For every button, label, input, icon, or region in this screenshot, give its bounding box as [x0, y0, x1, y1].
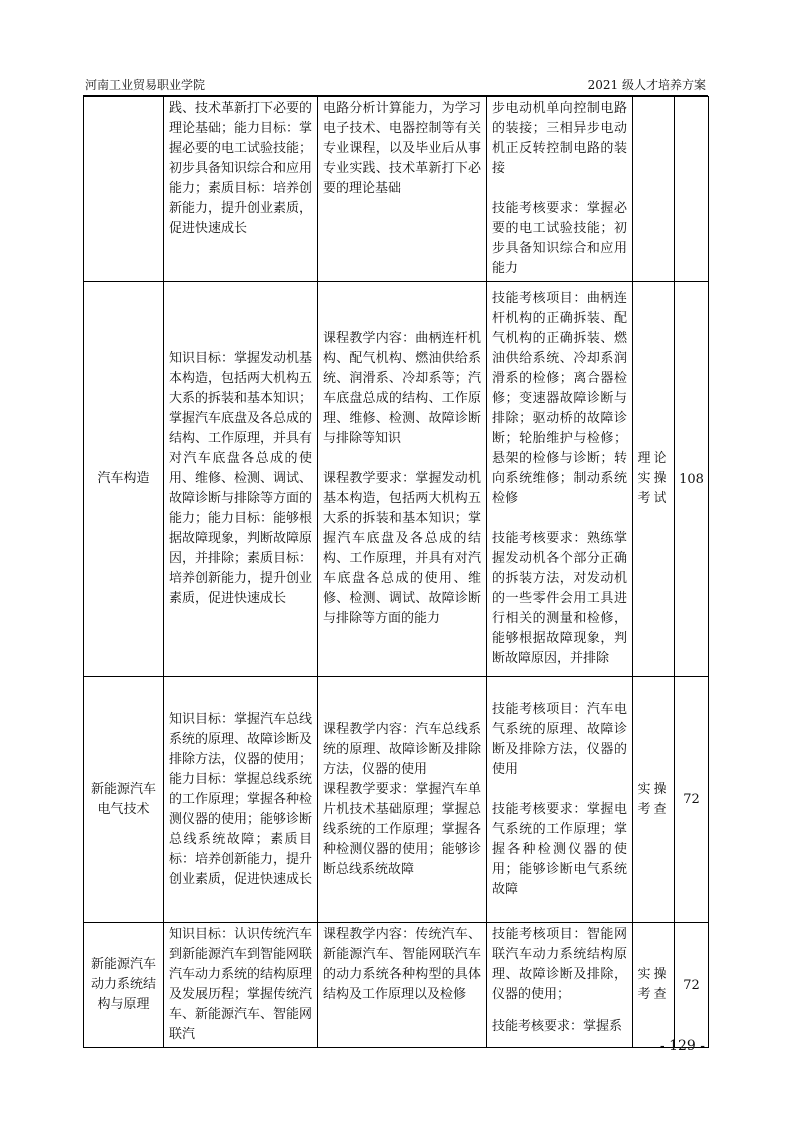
content-paragraph: 课程教学内容：曲柄连杆机构、配气机构、燃油供给系统、润滑系、冷却系等；汽车底盘总成的结构、工作原理、维修、检测、故障诊断与排除等知识 — [323, 331, 481, 446]
content-cell — [318, 97, 487, 282]
course-name-cell — [84, 97, 164, 282]
content-paragraph: 课程教学内容：汽车总线系统的原理、故障诊断及排除方法，仪器的使用 — [323, 721, 481, 777]
document-title: 2021 级人才培养方案 — [587, 78, 706, 92]
hours-cell: 72 — [675, 677, 709, 923]
hours-cell: 72 — [675, 923, 709, 1048]
content-paragraph: 电路分析计算能力，为学习电子技术、电器控制等有关专业课程，以及毕业后从事专业实践、技术革新打下必要的理论基础 — [323, 101, 481, 196]
assessment-requirements: 技能考核要求：掌握系 — [492, 1019, 623, 1034]
assessment-items: 技能考核项目：曲柄连杆机构的正确拆装、配气机构的正确拆装、燃油供给系统、冷却系润滑系的检修；离合器检修；变速器故障诊断与排除；驱动桥的故障诊断；轮胎维护与检修；悬架的检修与诊断；转向系统维修；制动系统检修 — [492, 291, 627, 506]
table-row — [84, 97, 709, 282]
objectives-cell: 知识目标：掌握汽车总线系统的原理、故障诊断及排除方法，仪器的使用；能力目标：掌握总线系统的工作原理；掌握各种检测仪器的使用；能够诊断总线系统故障；素质目标：培养创新能力，提升创业素质，促进快速成长 — [164, 677, 318, 923]
hours-cell — [675, 97, 709, 282]
exam-mode-cell: 实操考查 — [633, 677, 675, 923]
assessment-items: 技能考核项目：汽车电气系统的原理、故障诊断及排除方法，仪器的使用 — [492, 701, 627, 777]
content-cell — [318, 923, 487, 1048]
content-paragraph: 课程教学内容：传统汽车、新能源汽车、智能网联汽车的动力系统各种构型的具体结构及工作原理以及检修 — [323, 927, 481, 1002]
assessment-cell — [487, 282, 633, 677]
exam-mode-cell: 实操考查 — [633, 923, 675, 1048]
content-cell — [318, 282, 487, 677]
objectives-cell: 知识目标：掌握发动机基本构造，包括两大机构五大系的拆装和基本知识；掌握汽车底盘及各总成的结构、工作原理，并具有对汽车底盘各总成的使用、维修、检测、调试、故障诊断与排除等方面的能力；能力目标：能够根据故障现象，判断故障原因，并排除；素质目标：培养创新能力，提升创业素质，促进快速成长 — [164, 282, 318, 677]
table-row — [84, 282, 709, 677]
content-cell — [318, 677, 487, 923]
exam-mode-cell: 理论实操考试 — [633, 282, 675, 677]
objectives-cell: 践、技术革新打下必要的理论基础；能力目标：掌握必要的电工试验技能；初步具备知识综合和应用能力；素质目标：培养创新能力，提升创业素质，促进快速成长 — [164, 97, 318, 282]
assessment-items: 技能考核项目：智能网联汽车动力系统结构原理、故障诊断及排除，仪器的使用； — [492, 927, 627, 1002]
assessment-requirements: 技能考核要求：掌握电气系统的工作原理；掌握各种检测仪器的使用；能够诊断电气系统故障 — [492, 801, 627, 897]
assessment-cell — [487, 677, 633, 923]
assessment-requirements: 技能考核要求：掌握必要的电工试验技能；初步具备知识综合和应用能力 — [492, 201, 627, 276]
curriculum-table — [83, 96, 709, 1048]
requirements-paragraph: 课程教学要求：掌握发动机基本构造，包括两大机构五大系的拆装和基本知识；掌握汽车底盘及各总成的结构、工作原理，并具有对汽车底盘各总成的使用、维修、检测、调试、故障诊断与排除等方面的能力 — [323, 471, 481, 626]
exam-mode-cell — [633, 97, 675, 282]
requirements-paragraph: 课程教学要求：掌握汽车单片机技术基础原理；掌握总线系统的工作原理；掌握各种检测仪器的使用；能够诊断总线系统故障 — [323, 781, 481, 877]
assessment-items: 步电动机单向控制电路的装接；三相异步电动机正反转控制电路的装接 — [492, 101, 627, 176]
assessment-cell — [487, 923, 633, 1048]
table-row — [84, 677, 709, 923]
institution-name: 河南工业贸易职业学院 — [85, 78, 206, 92]
page-header — [83, 74, 708, 94]
course-name-cell: 新能源汽车电气技术 — [84, 677, 164, 923]
table-row — [84, 923, 709, 1048]
assessment-requirements: 技能考核要求：熟练掌握发动机各个部分正确的拆装方法，对发动机的一些零件会用工具进行相关的测量和检修，能够根据故障现象，判断故障原因，并排除 — [492, 531, 627, 666]
page-number: - 129 - — [659, 1038, 705, 1054]
course-name-cell: 新能源汽车动力系统结构与原理 — [84, 923, 164, 1048]
course-name-cell: 汽车构造 — [84, 282, 164, 677]
hours-cell: 108 — [675, 282, 709, 677]
objectives-cell: 知识目标：认识传统汽车到新能源汽车到智能网联汽车动力系统的结构原理及发展历程；掌握传统汽车、新能源汽车、智能网联汽 — [164, 923, 318, 1048]
assessment-cell — [487, 97, 633, 282]
